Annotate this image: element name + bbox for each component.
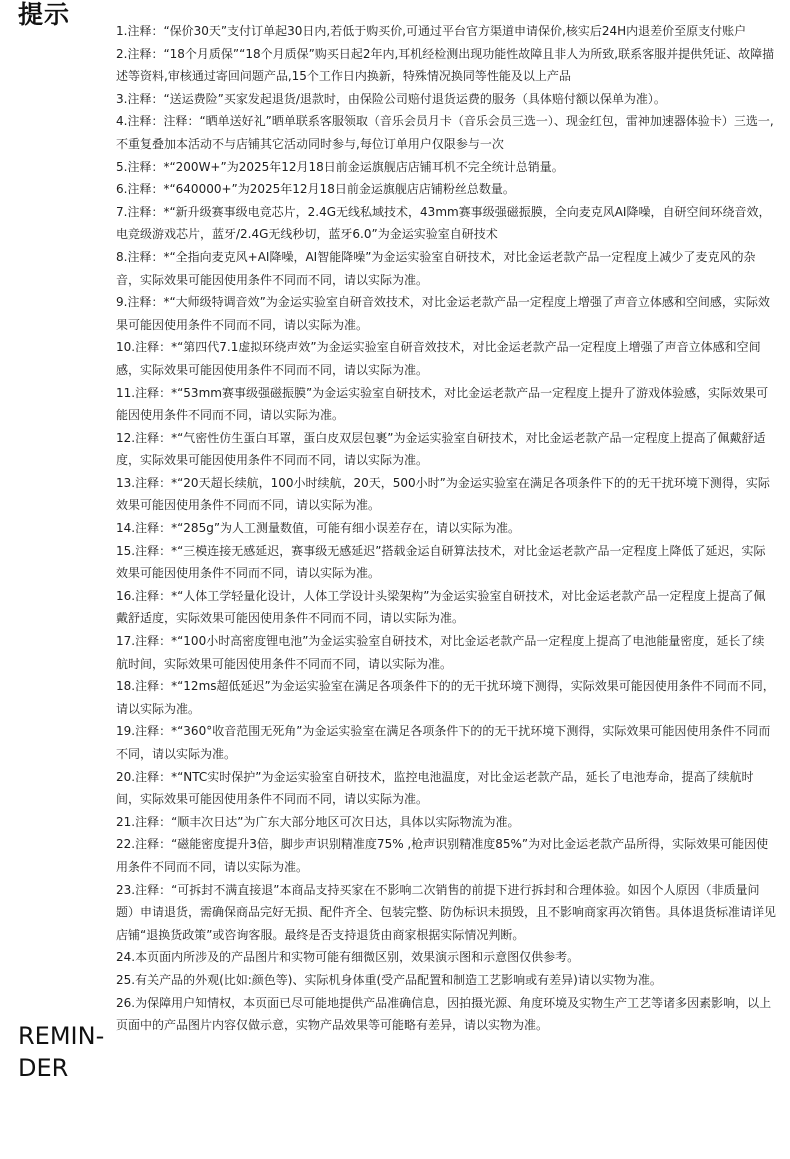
note-item: 10.注释：*“第四代7.1虚拟环绕声效”为金运实验室自研音效技术，对比金运老款产品一定程度上增强了声音立体感和空间感，实际效果可能因使用条件不同而不同，请以实际为准。 — [116, 340, 761, 377]
heading-english: REMIN-DER — [18, 1022, 105, 1082]
note-item: 7.注释：*“新升级赛事级电竞芯片，2.4G无线私域技术，43mm赛事级强磁振膜，全向麦克风AI降噪，自研空间环绕音效，电竞级游戏芯片，蓝牙/2.4G无线秒切，蓝牙6.0”为金运实验室自研技术 — [116, 204, 771, 242]
note-item: 1.注释：“保价30天”支付订单起30日内,若低于购买价,可通过平台官方渠道申请保价,核实后24H内退差价至原支付账户 — [116, 24, 747, 38]
note-item: 9.注释：*“大师级特调音效”为金运实验室自研音效技术，对比金运老款产品一定程度上增强了声音立体感和空间感，实际效果可能因使用条件不同而不同，请以实际为准。 — [116, 295, 770, 332]
note-item: 14.注释：*“285g”为人工测量数值，可能有细小误差存在，请以实际为准。 — [116, 521, 521, 536]
note-item: 17.注释：*“100小时高密度锂电池”为金运实验室自研技术，对比金运老款产品一定程度上提高了电池能量密度，延长了续航时间，实际效果可能因使用条件不同而不同，请以实际为准。 — [116, 634, 765, 671]
note-item: 20.注释：*“NTC实时保护”为金运实验室自研技术，监控电池温度，对比金运老款产品，延长了电池寿命，提高了续航时间，实际效果可能因使用条件不同而不同，请以实际为准。 — [116, 769, 754, 807]
note-item: 19.注释：*“360°收音范围无死角”为金运实验室在满足各项条件下的的无干扰环境下测得，实际效果可能因使用条件不同而不同，请以实际为准。 — [116, 724, 771, 761]
note-item: 18.注释：*“12ms超低延迟”为金运实验室在满足各项条件下的的无干扰环境下测得，实际效果可能因使用条件不同而不同，请以实际为准。 — [116, 679, 775, 716]
note-item: 25.有关产品的外观(比如:颜色等)、实际机身体重(受产品配置和制造工艺影响或有差异)请以实物为准。 — [116, 972, 662, 987]
note-item: 2.注释：“18个月质保”“18个月质保”购买日起2年内,耳机经检测出现功能性故障且非人为所致,联系客服并提供凭证、故障描述等资料,审核通过寄回问题产品,15个工作日内换新，特殊情况换同等性能及以上产品 — [116, 46, 775, 84]
note-item: 15.注释：*“三模连接无感延迟，赛事级无感延迟”搭载金运自研算法技术，对比金运老款产品一定程度上降低了延迟，实际效果可能因使用条件不同而不同，请以实际为准。 — [116, 543, 766, 581]
note-item: 11.注释：*“53mm赛事级强磁振膜”为金运实验室自研技术，对比金运老款产品一定程度上提升了游戏体验感，实际效果可能因使用条件不同而不同，请以实际为准。 — [116, 385, 769, 423]
heading-chinese — [18, 0, 70, 30]
note-item: 3.注释：“送运费险”买家发起退货/退款时，由保险公司赔付退货运费的服务（具体赔付额以保单为准）。 — [116, 91, 666, 106]
note-item: 24.本页面内所涉及的产品图片和实物可能有细微区别，效果演示图和示意图仅供参考。 — [116, 950, 580, 965]
heading-chinese-text: 提示 — [18, 0, 71, 29]
note-item: 8.注释：*“全指向麦克风+AI降噪，AI智能降噪”为金运实验室自研技术，对比金运老款产品一定程度上减少了麦克风的杂音，实际效果可能因使用条件不同而不同，请以实际为准。 — [116, 249, 756, 287]
note-item: 5.注释：*“200W+”为2025年12月18日前金运旗舰店店铺耳机不完全统计总销量。 — [116, 159, 564, 174]
note-item: 21.注释：“顺丰次日达”为广东大部分地区可次日达，具体以实际物流为准。 — [116, 814, 520, 829]
note-item: 13.注释：*“20天超长续航，100小时续航，20天，500小时”为金运实验室在满足各项条件下的的无干扰环境下测得，实际效果可能因使用条件不同而不同，请以实际为准。 — [116, 475, 770, 513]
note-item: 23.注释：“可拆封不满直接退”本商品支持买家在不影响二次销售的前提下进行拆封和合理体验。如因个人原因（非质量问题）申请退货，需确保商品完好无损、配件齐全、包装完整、防伪标识未损毁，且不影响商家再次销售。具体退货标准请详见店铺“退换货政策”或咨询客服。最终是否支持退货由商家根据实际情况判断。 — [116, 882, 777, 942]
note-item: 26.为保障用户知情权，本页面已尽可能地提供产品准确信息，因拍摄光源、角度环境及实物生产工艺等诸多因素影响，以上页面中的产品图片内容仅做示意，实物产品效果等可能略有差异，请以实物为准。 — [116, 995, 772, 1033]
note-item: 6.注释：*“640000+”为2025年12月18日前金运旗舰店店铺粉丝总数量。 — [116, 182, 515, 197]
note-item: 4.注释：注释：“晒单送好礼”晒单联系客服领取（音乐会员月卡（音乐会员三选一）、现金红包，雷神加速器体验卡）三选一,不重复叠加本活动不与店铺其它活动同时参与,每位订单用户仅限参与一次 — [116, 114, 774, 151]
note-item: 22.注释：“磁能密度提升3倍，脚步声识别精准度75% ,枪声识别精准度85%”为对比金运老款产品所得，实际效果可能因使用条件不同而不同，请以实际为准。 — [116, 837, 769, 874]
note-item: 16.注释：*“人体工学轻量化设计，人体工学设计头梁架构”为金运实验室自研技术，对比金运老款产品一定程度上提高了佩戴舒适度，实际效果可能因使用条件不同而不同，请以实际为准。 — [116, 588, 766, 626]
note-item: 12.注释：*“气密性仿生蛋白耳罩，蛋白皮双层包裹”为金运实验室自研技术，对比金运老款产品一定程度上提高了佩戴舒适度，实际效果可能因使用条件不同而不同，请以实际为准。 — [116, 430, 766, 468]
notes-list — [116, 20, 776, 1037]
